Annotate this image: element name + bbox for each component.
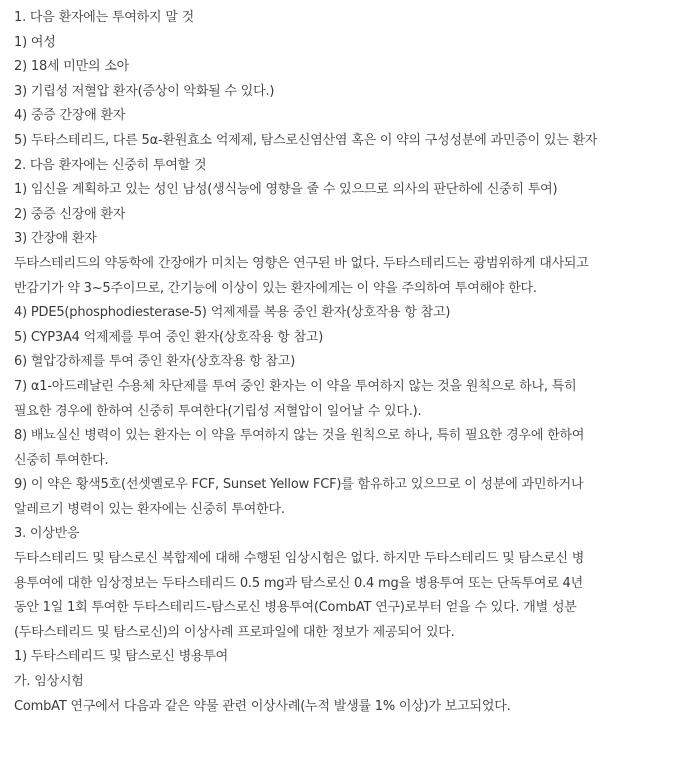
section-heading-adverse-reactions: 3. 이상반응 <box>14 526 80 542</box>
sub-heading: 가. 임상시험 <box>14 674 84 690</box>
paragraph-line: 필요한 경우에 한하여 신중히 투여한다(기립성 저혈압이 일어날 수 있다.). <box>14 403 422 419</box>
paragraph-line: 신중히 투여한다. <box>14 452 109 468</box>
list-item: 5) CYP3A4 억제제를 투여 중인 환자(상호작용 항 참고) <box>14 329 324 345</box>
paragraph-line: 반감기가 약 3~5주이므로, 간기능에 이상이 있는 환자에게는 이 약을 주의하여 투여해야 한다. <box>14 280 537 296</box>
list-item: 4) PDE5(phosphodiesterase-5) 억제제를 복용 중인 환자(상호작용 항 참고) <box>14 305 451 321</box>
paragraph-line: (두타스테리드 및 탐스로신)의 이상사례 프로파일에 대한 정보가 제공되어 있다. <box>14 624 455 640</box>
list-item: 3) 간장애 환자 <box>14 231 97 247</box>
list-item: 1) 두타스테리드 및 탐스로신 병용투여 <box>14 649 229 665</box>
list-item: 2) 18세 미만의 소아 <box>14 59 130 75</box>
list-item: 3) 기립성 저혈압 환자(증상이 악화될 수 있다.) <box>14 83 275 99</box>
section-heading-contraindications: 1. 다음 환자에는 투여하지 말 것 <box>14 10 194 25</box>
paragraph-line: 알레르기 병력이 있는 환자에는 신중히 투여한다. <box>14 501 285 517</box>
list-item: 9) 이 약은 황색5호(선셋옐로우 FCF, Sunset Yellow FCF)를 함유하고 있으므로 이 성분에 과민하거나 <box>14 477 584 493</box>
list-item: 5) 두타스테리드, 다른 5α-환원효소 억제제, 탐스로신염산염 혹은 이 약의 구성성분에 과민증이 있는 환자 <box>14 132 598 148</box>
list-item: 4) 중증 간장애 환자 <box>14 108 126 124</box>
list-item: 8) 배뇨실신 병력이 있는 환자는 이 약을 투여하지 않는 것을 원칙으로 하나, 특히 필요한 경우에 한하여 <box>14 428 585 444</box>
list-item: 1) 임신을 계획하고 있는 성인 남성(생식능에 영향을 줄 수 있으므로 의사의 판단하에 신중히 투여) <box>14 182 558 198</box>
paragraph-line: 용투여에 대한 임상정보는 두타스테리드 0.5 mg과 탐스로신 0.4 mg을 병용투여 또는 단독투여로 4년 <box>14 575 583 591</box>
section-heading-precautions: 2. 다음 환자에는 신중히 투여할 것 <box>14 157 207 173</box>
list-item: 6) 혈압강하제를 투여 중인 환자(상호작용 항 참고) <box>14 354 296 370</box>
list-item: 7) α1-아드레날린 수용체 차단제를 투여 중인 환자는 이 약을 투여하지 않는 것을 원칙으로 하나, 특히 <box>14 378 577 394</box>
paragraph-line: CombAT 연구에서 다음과 같은 약물 관련 이상사례(누적 발생률 1% 이상)가 보고되었다. <box>14 698 511 714</box>
paragraph-line: 두타스테리드의 약동학에 간장애가 미치는 영향은 연구된 바 없다. 두타스테리드는 광범위하게 대사되고 <box>14 255 589 271</box>
paragraph-line: 두타스테리드 및 탐스로신 복합제에 대해 수행된 임상시험은 없다. 하지만 두타스테리드 및 탐스로신 병 <box>14 551 585 567</box>
paragraph-line: 동안 1일 1회 투여한 두타스테리드-탐스로신 병용투여(CombAT 연구)로부터 얻을 수 있다. 개별 성분 <box>14 600 577 616</box>
list-item: 2) 중증 신장애 환자 <box>14 206 126 222</box>
list-item: 1) 여성 <box>14 34 56 50</box>
